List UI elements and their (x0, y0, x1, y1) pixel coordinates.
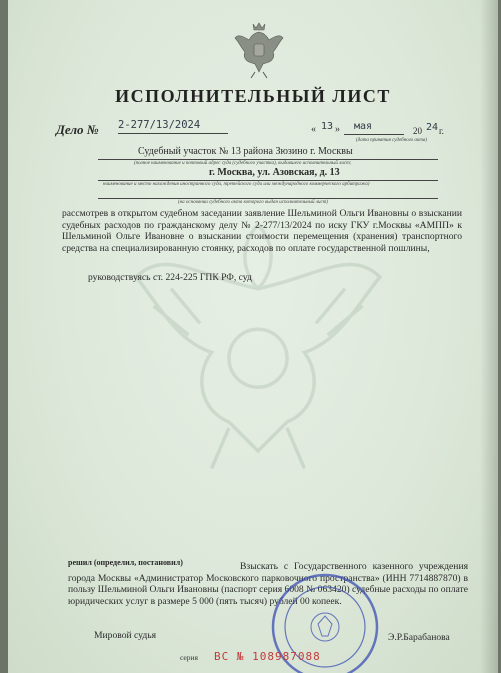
coat-of-arms-icon (233, 20, 285, 80)
guided-by-text: руководствуясь ст. 224-225 ГПК РФ, суд (88, 272, 252, 283)
page-edge-shadow (480, 0, 498, 673)
court-caption-2: наименование и место нахождения иностранного суда, третейского суда или международного коммерческого арбитража) (103, 182, 370, 187)
decision-label: решил (определил, постановил) (68, 558, 183, 567)
body-paragraph: рассмотрев в открытом судебном заседании заявление Шельминой Ольги Ивановны о взыскании судебных расходов по гражданскому делу № 2-277/13/2024 по иску ГКУ г.Москвы «АМПП» к Шельминой Ольге Ивановне о взыскании стоимости перемещения (хранения) транспортного средства на специализированную стоянку, расходов по оплате государственной пошлины, (62, 208, 462, 254)
basis-caption: (на основании судебного акта которого выдан исполнительный лист) (178, 200, 328, 205)
date-year-suffix: 24 (426, 122, 439, 133)
decision-text: Взыскать с Государственного казенного учреждения города Москвы «Администратор Московского парковочного пространства» (ИНН 7714887870) в пользу Шельминой Ольги Ивановны (паспорт серия 6008 № 063420) судебные расходы по оплате юридических услуг в размере 5 000 (пять тысяч) рублей 00 копеек. (68, 561, 468, 607)
signer-role: Мировой судья (94, 630, 157, 641)
writ-document (8, 0, 498, 673)
date-year-unit: г. (439, 126, 444, 136)
court-address: г. Москва, ул. Азовская, д. 13 (209, 167, 340, 178)
court-caption: (полное наименование и почтовый адрес суда (судебного участка), выдавшего исполнительный лист; (134, 161, 352, 166)
case-number: 2-277/13/2024 (118, 119, 201, 131)
date-year-prefix: 20 (413, 126, 422, 136)
date-caption: (дата принятия судебного акта) (356, 138, 428, 143)
day-close-quote: » (335, 124, 340, 135)
case-label: Дело № (56, 122, 99, 137)
document-title: ИСПОЛНИТЕЛЬНЫЙ ЛИСТ (115, 86, 391, 106)
signer-name: Э.Р.Барабанова (388, 632, 450, 643)
day-open-quote: « (311, 124, 316, 135)
serial-number: ВС № 108987088 (214, 650, 321, 663)
date-month: мая (354, 121, 373, 132)
serial-label: серия (180, 653, 198, 662)
court-name: Судебный участок № 13 района Зюзино г. Москвы (138, 146, 353, 157)
date-day: 13 (321, 121, 334, 132)
